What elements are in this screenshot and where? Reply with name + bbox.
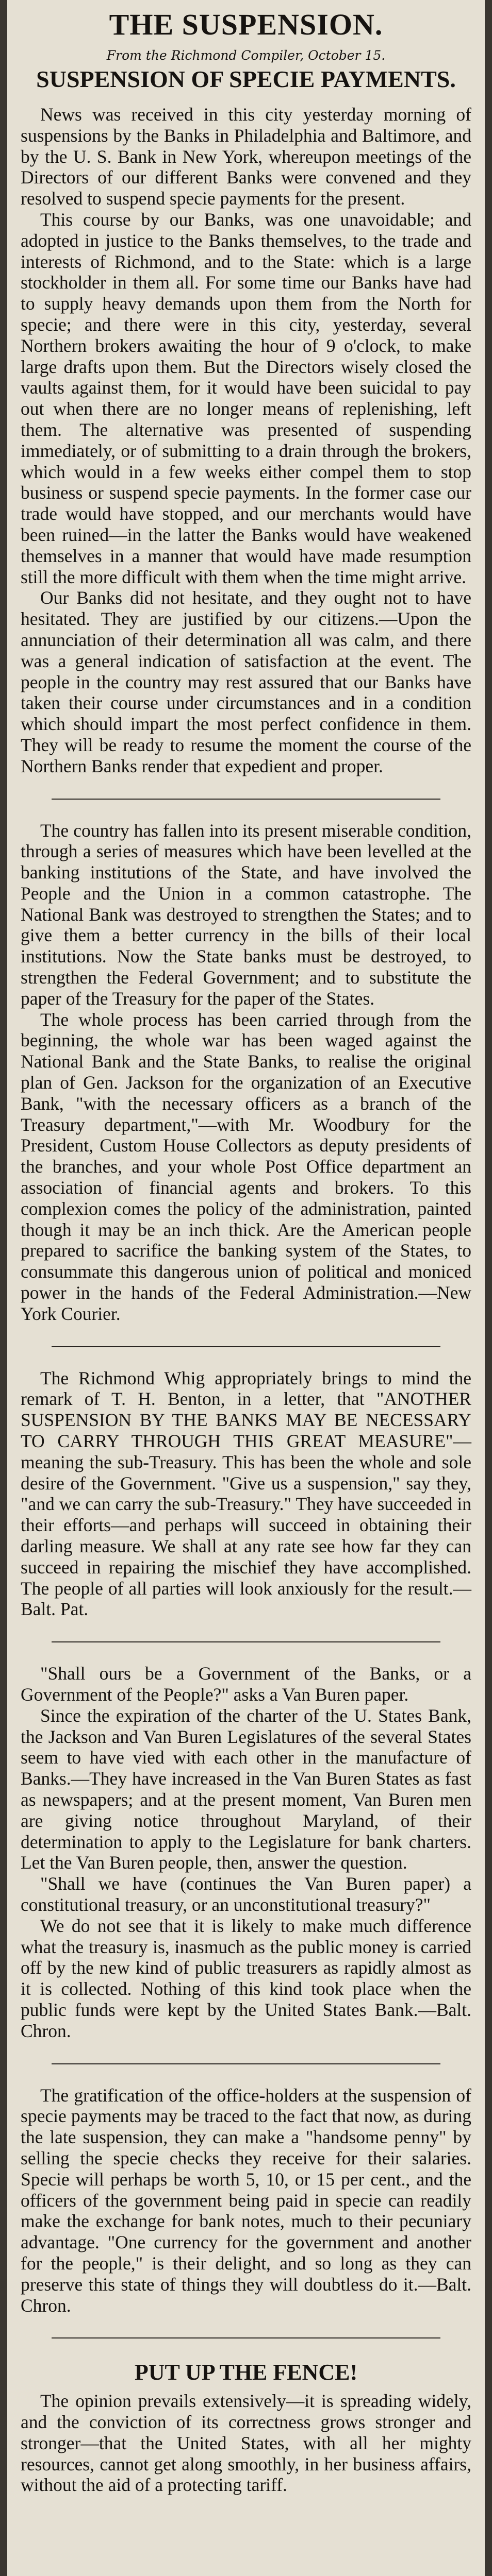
scan-edge-right	[485, 0, 492, 2576]
paragraph: Since the expiration of the charter of the U. States Bank, the Jackson and Van Buren Legislatures of the several States seem to have vied with each other in the manufacture of Banks.—They have increased in the Van Buren States as fast as newspapers; and at the present moment, Van Buren men are giving notice throughout Maryland, of their determination to apply to the Legislature for bank charters. Let the Van Buren people, then, answer the question.	[21, 1705, 471, 1873]
scan-edge-left	[0, 0, 7, 2576]
page-title: THE SUSPENSION.	[109, 8, 383, 41]
gratification-article	[21, 2085, 471, 2316]
section-divider	[52, 2063, 440, 2064]
whig-article	[21, 1368, 471, 1620]
paragraph: The whole process has been carried through from the beginning, the whole war has been waged against the National Bank and the State Banks, to realise the original plan of Gen. Jackson for the organization of an Executive Bank, "with the necessary officers as a branch of the Treasury department,"—with Mr. Woodbury for the President, Custom House Collectors as deputy presidents of the branches, and your whole Post Office department an association of financial agents and brokers. To this complexion comes the policy of the administration, painted though it may be an inch thick. Are the American people prepared to sacrifice the banking system of the States, to consummate this dangerous union of political and moniced power in the hands of the Federal Administration.—New York Courier.	[21, 1009, 471, 1324]
fence-article	[21, 2359, 471, 2496]
section-divider	[52, 1641, 440, 1642]
paragraph: We do not see that it is likely to make much difference what the treasury is, inasmuch as the public money is carried off by the new kind of public treasurers as rapidly almost as it is collected. Nothing of this kind took place when the public funds were kept by the United States Bank.—Balt. Chron.	[21, 1915, 471, 2041]
paragraph: The opinion prevails extensively—it is spreading widely, and the conviction of its correctness grows stronger and stronger—that the United States, with all her mighty resources, cannot get along smoothly, in her business affairs, without the aid of a protecting tariff.	[21, 2391, 471, 2496]
paragraph: Our Banks did not hesitate, and they ought not to have hesitated. They are justified by our citizens.—Upon the annunciation of their determination all was calm, and there was a general indication of satisfaction at the event. The people in the country may rest assured that our Banks have taken their course under circumstances and in a condition which should impart the most perfect confidence in them. They will be ready to resume the moment the course of the Northern Banks render that expedient and proper.	[21, 587, 471, 776]
courier-article	[21, 820, 471, 1325]
section-divider	[52, 799, 440, 800]
article-source: From the Richmond Compiler, October 15.	[106, 48, 386, 63]
government-article	[21, 1663, 471, 2041]
paragraph: The gratification of the office-holders at the suspension of specie payments may be traced to the fact that now, as during the late suspension, they can make a "handsome penny" by selling the specie checks they receive for their salaries. Specie will perhaps be worth 5, 10, or 15 per cent., and the officers of the government being paid in specie can readily make the exchange for bank notes, much to their pecuniary advantage. "One currency for the government and another for the people," is their delight, and so long as they can preserve this state of things they will doubtless do it.—Balt. Chron.	[21, 2084, 471, 2316]
paragraph: This course by our Banks, was one unavoidable; and adopted in justice to the Banks themselves, to the trade and interests of Richmond, and to the State: which is a large stockholder in them all. For some time our Banks have had to supply heavy demands upon them from the North for specie; and there were in this city, yesterday, several Northern brokers awaiting the hour of 9 o'clock, to make large drafts upon them. But the Directors wisely closed the vaults against them, for it would have been suicidal to pay out when there are no longer means of replenishing, left them. The alternative was presented of suspending immediately, or of submitting to a drain through the brokers, which would in a few weeks either compel them to stop business or suspend specie payments. In the former case our trade would have stopped, and our merchants would have been ruined—in the latter the Banks would have weakened themselves in a manner that would have made resumption still the more difficult with them when the time might arrive.	[21, 209, 471, 587]
paragraph: News was received in this city yesterday morning of suspensions by the Banks in Philadelphia and Baltimore, and by the U. S. Bank in New York, whereupon meetings of the Directors of our different Banks were convened and they resolved to suspend specie payments for the present.	[21, 104, 471, 209]
paragraph: The Richmond Whig appropriately brings to mind the remark of T. H. Benton, in a letter, that "ANOTHER SUSPENSION BY THE BANKS MAY BE NECESSARY TO CARRY THROUGH THIS GREAT MEASURE"—meaning the sub-Treasury. This has been the whole and sole desire of the Government. "Give us a suspension," say they, "and we can carry the sub-Treasury." They have succeeded in their efforts—and perhaps will succeed in obtaining their darling measure. We shall at any rate see how far they can succeed in repairing the mischief they have accomplished. The people of all parties will look anxiously for the result.—Balt. Pat.	[21, 1367, 471, 1620]
section-divider	[52, 1346, 440, 1347]
section-divider	[52, 2337, 440, 2338]
paragraph: "Shall we have (continues the Van Buren paper) a constitutional treasury, or an unconstitutional treasury?"	[21, 1873, 471, 1915]
section-headline: PUT UP THE FENCE!	[134, 2360, 358, 2385]
suspension-article	[21, 104, 471, 777]
article-headline: SUSPENSION OF SPECIE PAYMENTS.	[36, 66, 456, 92]
paragraph: "Shall ours be a Government of the Banks, or a Government of the People?" asks a Van Buren paper.	[21, 1663, 471, 1705]
paragraph: The country has fallen into its present miserable condition, through a series of measures which have been levelled at the banking institutions of the State, and have involved the People and the Union in a common catastrophe. The National Bank was destroyed to strengthen the States; and to give them a better currency in the bills of their local institutions. Now the State banks must be destroyed, to strengthen the Federal Government; and to substitute the paper of the Treasury for the paper of the States.	[21, 820, 471, 1009]
